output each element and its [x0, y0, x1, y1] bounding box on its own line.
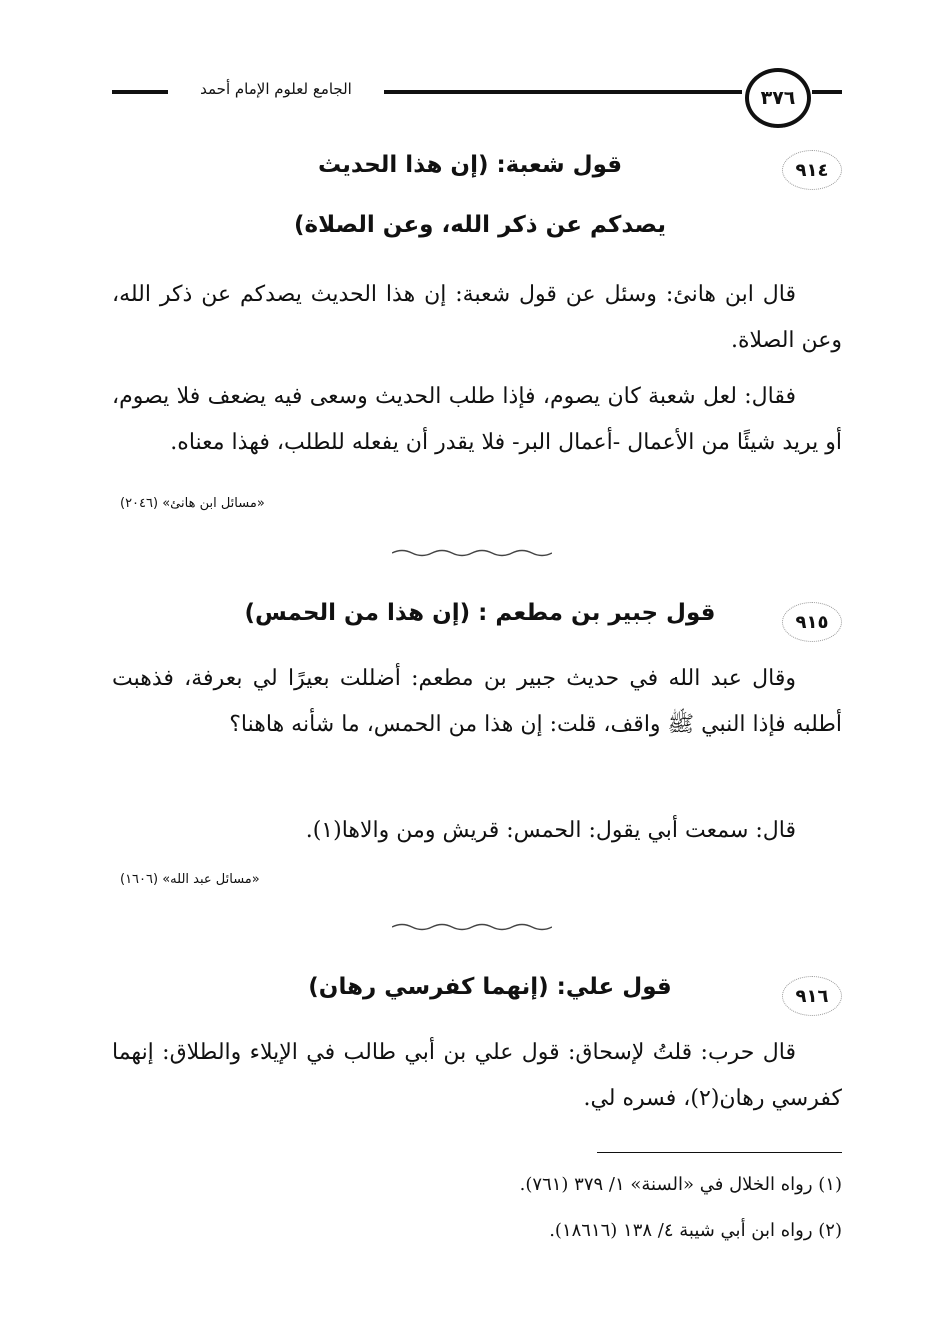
entry-number-badge: ٩١٦	[782, 976, 842, 1016]
entry-number-badge: ٩١٤	[782, 150, 842, 190]
source-citation: «مسائل ابن هانئ» (٢٠٤٦)	[120, 496, 265, 511]
page-number: ٣٧٦	[745, 68, 811, 128]
source-citation: «مسائل عبد الله» (١٦٠٦)	[120, 872, 260, 887]
entry-paragraph: فقال: لعل شعبة كان يصوم، فإذا طلب الحديث وسعى فيه يضعف فلا يصوم، أو يريد شيئًا من الأعمال -أعمال البر- فلا يقدر أن يفعله للطلب، فهذا معناه.	[112, 384, 842, 455]
entry-number-badge: ٩١٥	[782, 602, 842, 642]
entry-heading-line1: قول شعبة: (إن هذا الحديث	[317, 152, 623, 178]
entry-heading-line1: قول جبير بن مطعم : (إن هذا من الحمس)	[244, 600, 716, 626]
entry-paragraph: قال: سمعت أبي يقول: الحمس: قريش ومن والاها(١).	[305, 818, 796, 843]
entry-paragraph: قال ابن هانئ: وسئل عن قول شعبة: إن هذا الحديث يصدكم عن ذكر الله، وعن الصلاة.	[112, 282, 842, 353]
entry-heading-line2: يصدكم عن ذكر الله، وعن الصلاة)	[294, 212, 666, 238]
entry-heading-line1: قول علي: (إنهما كفرسي رهان)	[308, 974, 672, 1000]
footnote-rule	[597, 1152, 842, 1153]
header-rule-left	[112, 90, 168, 94]
section-divider	[392, 548, 552, 558]
running-title: الجامع لعلوم الإمام أحمد	[200, 80, 352, 98]
header-rule-right	[812, 90, 842, 94]
footnote: (٢) رواه ابن أبي شيبة ٤/ ١٣٨ (١٨٦١٦).	[549, 1220, 842, 1241]
entry-paragraph: وقال عبد الله في حديث جبير بن مطعم: أضللت بعيرًا لي بعرفة، فذهبت أطلبه فإذا النبي ﷺ واقف، قلت: إن هذا من الحمس، ما شأنه هاهنا؟	[112, 666, 842, 737]
section-divider	[392, 922, 552, 932]
footnote: (١) رواه الخلال في «السنة» ١/ ٣٧٩ (٧٦١).	[519, 1174, 842, 1195]
header-rule-middle	[384, 90, 742, 94]
entry-paragraph: قال حرب: قلتُ لإسحاق: قول علي بن أبي طالب في الإيلاء والطلاق: إنهما كفرسي رهان(٢)، فسره لي.	[112, 1040, 842, 1111]
